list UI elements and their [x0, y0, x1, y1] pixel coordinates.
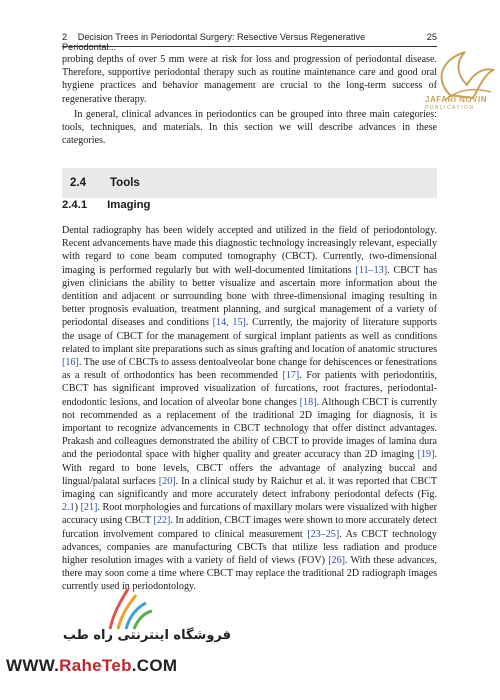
citation-link[interactable]: [18] — [299, 396, 317, 408]
subsection-title: Imaging — [107, 199, 151, 211]
subsection-number: 2.4.1 — [62, 199, 88, 211]
citation-link[interactable]: [26] — [328, 555, 346, 567]
chapter-number: 2 — [62, 32, 68, 42]
body-text: Dental radiography has been widely accepted and utilized in the field of periodontology. Recent advancements have made this diagnostic technology increasingly relevant, especially with regard to cone beam computed tomography (CBCT). Currently, two-dimensional imaging is performed regularly but with well-documented limitations — [62, 225, 437, 276]
citation-link[interactable]: [20] — [158, 475, 176, 487]
publisher-brand: JAFARI NOVIN — [425, 95, 488, 104]
subsection-heading — [62, 199, 150, 211]
store-logo-icon — [100, 585, 156, 633]
store-url-suffix: .COM — [131, 656, 178, 675]
paragraph-intro-2: In general, clinical advances in periodontics can be grouped into three main categories: tools, techniques, and materials. In this section we will describe advances in these categories. — [62, 109, 437, 147]
publisher-sub: PUBLICATION — [425, 105, 475, 111]
body-text: . Currently, the majority of literature supports the usage of CBCT for the management of surgical implant patients as well as conditions related to implant site preparations such as sinus grafting and location of anatomic structures — [62, 317, 437, 355]
body-text: ) — [74, 502, 81, 514]
citation-link[interactable]: [14, 15] — [212, 317, 246, 329]
body-text: . For patients with periodontitis, CBCT has significant improved visualization of furcations, root fractures, periodontal-endodontic lesions, and location of alveolar bone changes — [62, 370, 438, 408]
store-name-persian: فروشگاه اینترنتی راه طب — [62, 628, 231, 643]
running-title: Decision Trees in Periodontal Surgery: Resective Versus Regenerative Periodontal... — [62, 32, 366, 52]
section-number: 2.4 — [70, 177, 86, 189]
body-text: . With these advances, there may soon come a time where CBCT may replace the traditional 2D radiograph images currently used in periodontology. — [62, 555, 437, 593]
store-url — [6, 656, 177, 676]
body-text: . Although CBCT is currently not recommended as a replacement of the traditional 2D imaging for diagnosis, it is important to recognize advancements in CBCT technology that offer distinct advantages. Prakash and colleagues demonstrated the ability of CBCT to provide images of lamina dura and the periodontal space with higher quality and greater accuracy than 2D imaging — [62, 396, 438, 461]
paragraph-imaging — [62, 224, 437, 594]
paragraph-intro-1: probing depths of over 5 mm were at risk for loss and progression of periodontal disease. Therefore, supportive periodontal therapy such as routine maintenance care and good oral hygiene practices and behavior management are crucial to the long-term success of regenerative therapy. — [62, 54, 437, 105]
page-number: 25 — [426, 32, 437, 42]
citation-link[interactable]: [16] — [62, 357, 79, 369]
section-title: Tools — [110, 177, 140, 189]
body-text: . As CBCT technology advances, companies are manufacturing CBCTs that utilize less radiation and produce higher resolution images with a variety of field of views (FOV) — [62, 528, 437, 567]
body-text: . Root morphologies and furcations of maxillary molars were visualized with higher accuracy using CBCT — [62, 502, 438, 527]
citation-link[interactable]: [11–13] — [355, 264, 388, 276]
citation-link[interactable]: [23–25] — [307, 528, 340, 540]
citation-link[interactable]: 2.1 — [62, 502, 75, 514]
body-text: . In addition, CBCT images were shown to more accurately detect furcation involvement compared to clinical measurement — [62, 515, 437, 540]
store-url-brand: RaheTeb — [59, 656, 132, 675]
body-text: . The use of CBCTs to assess dentoalveolar bone change for dehiscences or fenestrations as a result of orthodontics has been recommended — [62, 357, 437, 382]
citation-link[interactable]: [19] — [417, 449, 435, 461]
store-url-prefix: WWW. — [6, 656, 60, 675]
section-heading — [62, 168, 437, 198]
body-text: . In a clinical study by Raichur et al. it was reported that CBCT imaging can significantly and more accurately detect infrabony periodontal defects (Fig. — [62, 475, 437, 501]
citation-link[interactable]: [17] — [282, 370, 300, 382]
body-text: . With regard to bone levels, CBCT offers the advantage of analyzing buccal and lingual/palatal surfaces — [62, 449, 437, 487]
running-header — [62, 32, 437, 52]
citation-link[interactable]: [22] — [153, 515, 171, 527]
body-text: . CBCT has given clinicians the ability to better visualize and ascertain more information about the dentition and adjacent or surrounding bone with three-dimensional imaging resulting in better prognosis evaluation, treatment planning, and surgical management of a variety of periodontal diseases and conditions — [62, 264, 437, 329]
citation-link[interactable]: [21] — [80, 502, 98, 514]
header-rule — [62, 46, 437, 47]
